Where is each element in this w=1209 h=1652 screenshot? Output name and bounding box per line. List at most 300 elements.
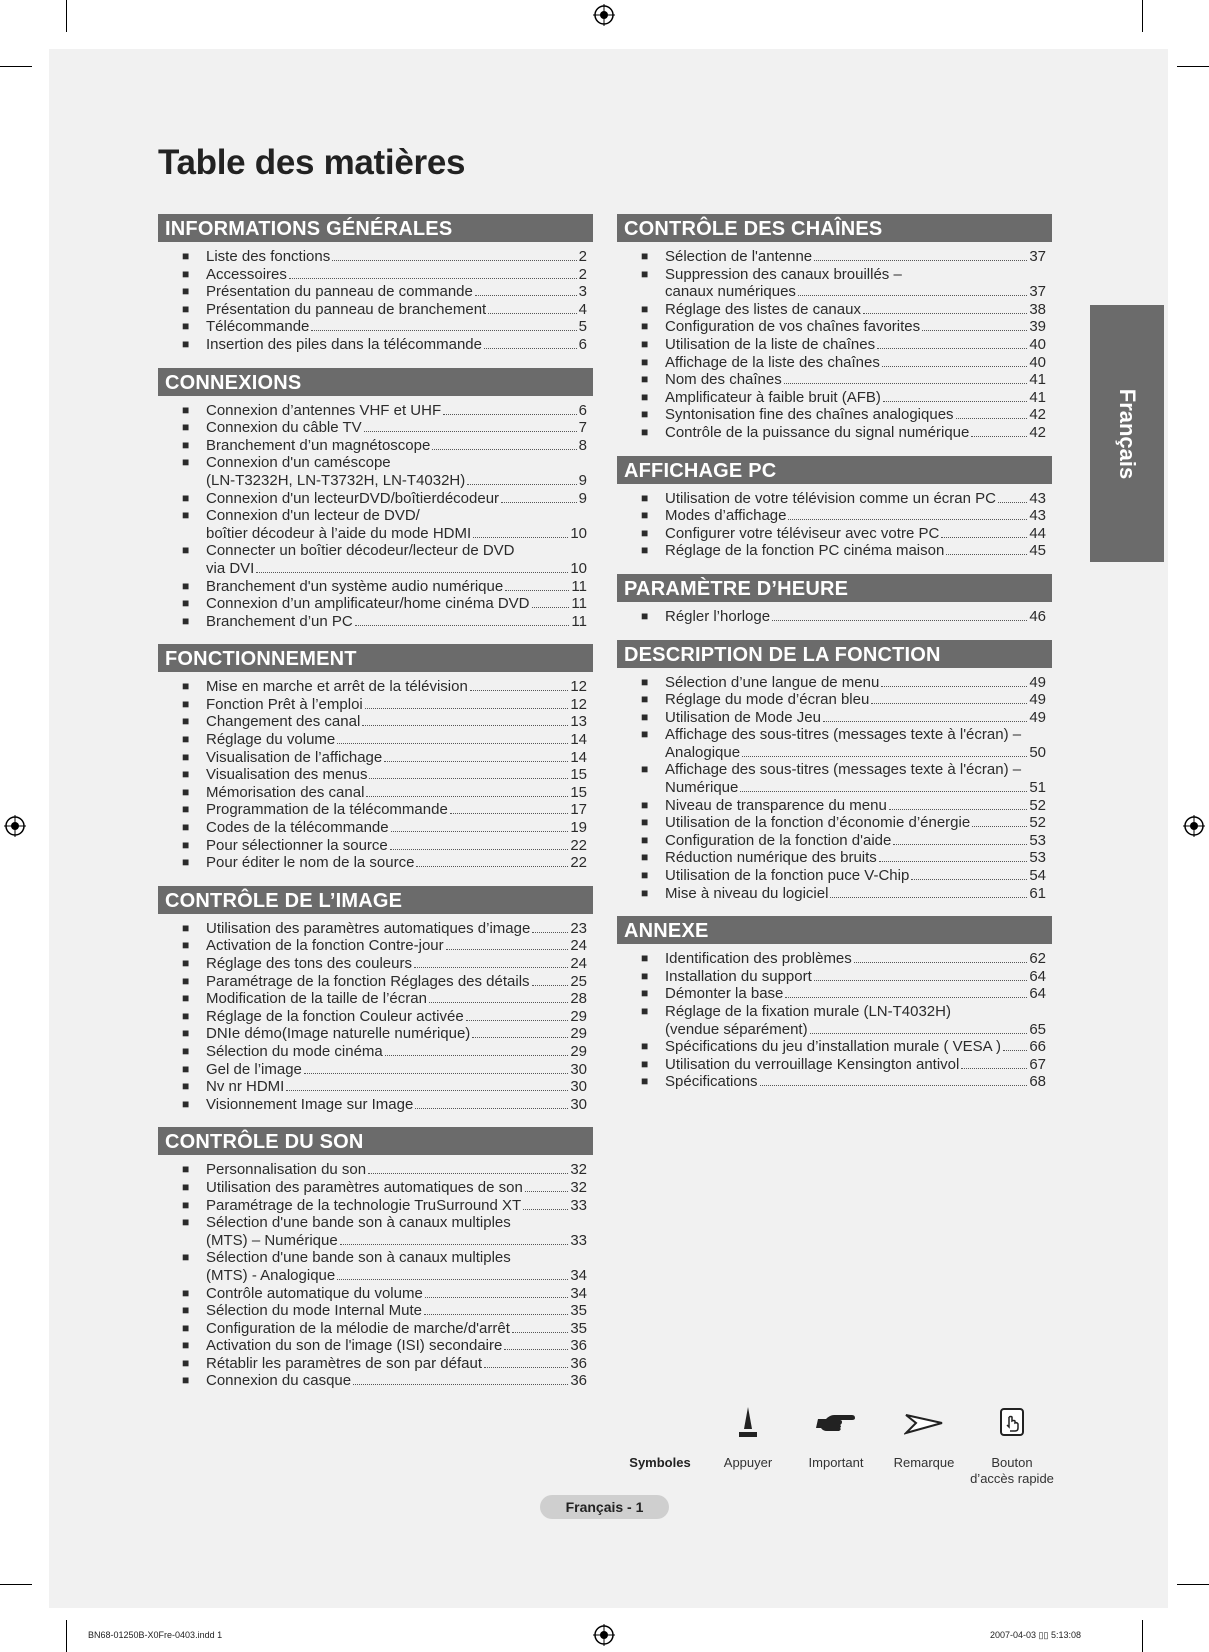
crop-mark: [1142, 1620, 1143, 1652]
toc-entry[interactable]: [158, 955, 593, 973]
page-number: 67: [1029, 1055, 1046, 1073]
toc-entry-label: canaux numériques: [665, 283, 796, 301]
toc-entry-row: [665, 832, 1052, 850]
toc-entry[interactable]: [158, 854, 593, 872]
toc-entry[interactable]: [617, 691, 1052, 709]
toc-entry-label: Configurer votre téléviseur avec votre PC: [665, 524, 940, 542]
toc-entry-text: [206, 837, 593, 855]
toc-entry[interactable]: [617, 507, 1052, 525]
toc-entry-row: [665, 779, 1052, 797]
bullet-square-icon: ■: [182, 749, 190, 764]
toc-entry[interactable]: [617, 542, 1052, 560]
toc-entry-label: Contrôle de la puissance du signal numérique: [665, 423, 970, 441]
toc-entry-row: [206, 578, 593, 596]
bullet-square-icon: ■: [641, 424, 649, 439]
toc-entry-row: [665, 814, 1052, 832]
toc-entry[interactable]: [617, 968, 1052, 986]
toc-entry-text: [206, 1372, 593, 1390]
dot-leader: [450, 813, 569, 814]
bullet-square-icon: ■: [182, 679, 190, 694]
toc-entry[interactable]: [158, 1197, 593, 1215]
toc-entry-row: [665, 301, 1052, 319]
toc-entry-label: Mise à niveau du logiciel: [665, 884, 829, 902]
page-number: 10: [570, 524, 587, 542]
page-number: 29: [570, 1042, 587, 1060]
toc-entry[interactable]: [617, 885, 1052, 903]
page-number: 8: [578, 436, 587, 454]
toc-section: [617, 456, 1052, 560]
page-number: 19: [570, 819, 587, 837]
toc-entry[interactable]: [617, 424, 1052, 442]
toc-entry[interactable]: [617, 490, 1052, 508]
toc-entry-row: [206, 990, 593, 1008]
crop-mark: [1177, 66, 1209, 67]
toc-entry[interactable]: [617, 608, 1052, 626]
page-number: 43: [1029, 489, 1046, 507]
toc-entry[interactable]: [158, 819, 593, 837]
dot-leader: [881, 686, 1027, 687]
toc-entry[interactable]: [617, 1056, 1052, 1074]
toc-entry-text: [206, 766, 593, 784]
toc-entry-label: Modification de la taille de l’écran: [206, 990, 427, 1008]
dot-leader: [893, 844, 1027, 845]
bullet-square-icon: ■: [641, 868, 649, 883]
dot-leader: [854, 962, 1028, 963]
bullet-square-icon: ■: [182, 596, 190, 611]
toc-entry-row: [665, 608, 1052, 626]
page-number: 7: [578, 419, 587, 437]
bullet-square-icon: ■: [641, 301, 649, 316]
page-number: 11: [571, 595, 587, 613]
bullet-square-icon: ■: [182, 420, 190, 435]
toc-entry-row: [206, 854, 593, 872]
page-number: 36: [570, 1372, 587, 1390]
bullet-square-icon: ■: [641, 951, 649, 966]
toc-entry-row: [665, 849, 1052, 867]
toc-entry-text: [665, 542, 1052, 560]
toc-entry-row: [665, 985, 1052, 1003]
toc-entry[interactable]: [617, 1073, 1052, 1091]
toc-section: [158, 214, 593, 354]
note-arrow-icon: [904, 1405, 944, 1441]
toc-entry[interactable]: [158, 419, 593, 437]
bullet-square-icon: ■: [182, 1250, 190, 1265]
toc-entry-label: Paramétrage de la fonction Réglages des détails: [206, 972, 530, 990]
toc-entry[interactable]: [158, 1025, 593, 1043]
toc-entry-label: Utilisation des paramètres automatiques d’image: [206, 919, 531, 937]
bullet-square-icon: ■: [641, 850, 649, 865]
toc-entry-row: [665, 968, 1052, 986]
toc-entry-text: [206, 955, 593, 973]
toc-entry-label: Personnalisation du son: [206, 1161, 367, 1179]
toc-entry-row: [206, 336, 593, 354]
toc-entry-label: Rétablir les paramètres de son par défaut: [206, 1354, 482, 1372]
toc-entry-text: [665, 726, 1052, 761]
toc-entry-row: [206, 318, 593, 336]
toc-entry-row: [206, 1096, 593, 1114]
symbol-label: Important: [808, 1455, 864, 1470]
footer-timestamp: 2007-04-03 ▯▯ 5:13:08: [990, 1630, 1081, 1640]
page-number: 14: [570, 748, 587, 766]
toc-entry-label: Présentation du panneau de commande: [206, 283, 473, 301]
page-number: 34: [570, 1284, 587, 1302]
toc-entry-text: [206, 336, 593, 354]
toc-entry[interactable]: [158, 1043, 593, 1061]
page-number: 53: [1029, 849, 1046, 867]
toc-entry-label: Installation du support: [665, 967, 812, 985]
toc-entry-label: via DVI: [206, 559, 255, 577]
toc-entry[interactable]: [158, 1214, 593, 1249]
toc-entry[interactable]: [158, 507, 593, 542]
toc-entry[interactable]: [158, 1285, 593, 1303]
page-number: 52: [1029, 796, 1046, 814]
dot-leader: [814, 980, 1028, 981]
toc-entry[interactable]: [158, 283, 593, 301]
toc-entry[interactable]: [158, 1096, 593, 1114]
toc-entry-text: [665, 885, 1052, 903]
toc-entry[interactable]: [158, 784, 593, 802]
crop-mark: [66, 1620, 67, 1652]
toc-entry[interactable]: [158, 1320, 593, 1338]
toc-entry[interactable]: [158, 696, 593, 714]
toc-entry[interactable]: [158, 920, 593, 938]
toc-entry[interactable]: [617, 266, 1052, 301]
toc-entry[interactable]: [617, 318, 1052, 336]
dot-leader: [425, 1297, 569, 1298]
toc-entry-text: [665, 389, 1052, 407]
toc-entry-label: Branchement d’un PC: [206, 612, 353, 630]
toc-entry[interactable]: [158, 731, 593, 749]
dot-leader: [424, 1314, 568, 1315]
bullet-square-icon: ■: [182, 1162, 190, 1177]
dot-leader: [311, 330, 576, 331]
toc-entry[interactable]: [617, 814, 1052, 832]
toc-entry-row: [206, 1372, 593, 1390]
dot-leader: [415, 1108, 568, 1109]
dot-leader: [788, 519, 1027, 520]
crop-mark: [1177, 1584, 1209, 1585]
dot-leader: [523, 1209, 568, 1210]
dot-leader: [391, 831, 569, 832]
toc-entry-text: [206, 248, 593, 266]
bullet-square-icon: ■: [182, 1355, 190, 1370]
bullet-square-icon: ■: [641, 1056, 649, 1071]
toc-entry-label: Affichage des sous-titres (messages texte à l'écran) –: [665, 726, 1022, 744]
toc-entry-label: Réglage du volume: [206, 731, 336, 749]
dot-leader: [501, 502, 577, 503]
toc-entry[interactable]: [158, 595, 593, 613]
bullet-square-icon: ■: [182, 543, 190, 558]
toc-section: [617, 640, 1052, 903]
toc-entry-text: [206, 1096, 593, 1114]
language-side-tab[interactable]: [1090, 305, 1164, 562]
toc-entry[interactable]: [158, 1302, 593, 1320]
crop-mark: [1142, 0, 1143, 32]
toc-entry-text: [206, 1025, 593, 1043]
toc-entry-label: Utilisation de Mode Jeu: [665, 708, 821, 726]
crop-mark: [66, 0, 67, 32]
toc-entry[interactable]: [617, 525, 1052, 543]
dot-leader: [470, 690, 569, 691]
dot-leader: [332, 260, 576, 261]
toc-entry-label: Télécommande: [206, 318, 310, 336]
page-number: 41: [1029, 371, 1046, 389]
toc-entry[interactable]: [617, 301, 1052, 319]
toc-entry-label: boîtier décodeur à l’aide du mode HDMI: [206, 524, 472, 542]
toc-entry[interactable]: [158, 1372, 593, 1390]
toc-entry-text: [665, 1003, 1052, 1038]
toc-entry[interactable]: [617, 371, 1052, 389]
toc-entry[interactable]: [617, 867, 1052, 885]
page-number: 6: [578, 335, 587, 353]
page-number: 30: [570, 1078, 587, 1096]
crop-mark: [0, 66, 32, 67]
toc-entry[interactable]: [158, 801, 593, 819]
page-number: 14: [570, 731, 587, 749]
page-number: 22: [570, 854, 587, 872]
toc-entry[interactable]: [617, 985, 1052, 1003]
bullet-square-icon: ■: [182, 301, 190, 316]
registration-mark-icon: [1183, 815, 1205, 837]
toc-entry-label: Programmation de la télécommande: [206, 801, 448, 819]
symbol-note: [876, 1405, 972, 1471]
page-number: 24: [570, 937, 587, 955]
page-number: 17: [570, 801, 587, 819]
toc-entry-text: [665, 1073, 1052, 1091]
toc-entry-row: [206, 1179, 593, 1197]
page-number: 30: [570, 1060, 587, 1078]
toc-entry-label: Activation de la fonction Contre-jour: [206, 937, 444, 955]
toc-entry[interactable]: [617, 389, 1052, 407]
dot-leader: [443, 414, 577, 415]
bullet-square-icon: ■: [641, 389, 649, 404]
toc-entry-row: [206, 248, 593, 266]
dot-leader: [256, 572, 568, 573]
page-number: 49: [1029, 708, 1046, 726]
toc-entry-label: Réglage des listes de canaux: [665, 300, 861, 318]
toc-entry-text: [206, 595, 593, 613]
dot-leader: [484, 348, 577, 349]
toc-entry-row: [665, 336, 1052, 354]
page-number: 15: [570, 783, 587, 801]
toc-entry[interactable]: [158, 1078, 593, 1096]
toc-entry[interactable]: [158, 402, 593, 420]
page-number: 34: [570, 1266, 587, 1284]
toc-entry[interactable]: [158, 713, 593, 731]
bullet-square-icon: ■: [182, 1179, 190, 1194]
toc-entry[interactable]: [158, 766, 593, 784]
toc-entry-row: [665, 744, 1052, 762]
dot-leader: [416, 866, 568, 867]
page-number: 9: [578, 489, 587, 507]
toc-entry-text: [665, 968, 1052, 986]
toc-entry[interactable]: [158, 749, 593, 767]
toc-entry[interactable]: [617, 1003, 1052, 1038]
toc-entry[interactable]: [617, 1038, 1052, 1056]
dot-leader: [304, 1073, 568, 1074]
toc-entry[interactable]: [158, 1008, 593, 1026]
toc-entry[interactable]: [158, 542, 593, 577]
bullet-square-icon: ■: [182, 920, 190, 935]
toc-entry[interactable]: [158, 301, 593, 319]
page-number: 53: [1029, 831, 1046, 849]
bullet-square-icon: ■: [182, 820, 190, 835]
page-number: 36: [570, 1337, 587, 1355]
toc-entry[interactable]: [617, 726, 1052, 761]
toc-entry-row: [665, 507, 1052, 525]
toc-entry-text: [206, 678, 593, 696]
toc-entry-label: Démonter la base: [665, 985, 784, 1003]
toc-entry-row: [665, 354, 1052, 372]
page-number: 43: [1029, 507, 1046, 525]
toc-entry[interactable]: [158, 1179, 593, 1197]
toc-entry-text: [206, 301, 593, 319]
toc-entry-row: [206, 955, 593, 973]
toc-entry[interactable]: [158, 990, 593, 1008]
dot-leader: [390, 849, 569, 850]
toc-entry[interactable]: [158, 266, 593, 284]
toc-entry[interactable]: [617, 354, 1052, 372]
toc-entry-text: [206, 283, 593, 301]
toc-entry-text: [665, 354, 1052, 372]
toc-entry-text: [665, 608, 1052, 626]
toc-entry-text: [206, 854, 593, 872]
bullet-square-icon: ■: [641, 266, 649, 281]
toc-entry-row: [206, 766, 593, 784]
toc-entry-label: Connexion du câble TV: [206, 419, 362, 437]
page-number: 49: [1029, 673, 1046, 691]
page-number: 10: [570, 559, 587, 577]
dot-leader: [504, 1349, 568, 1350]
toc-entry-text: [206, 1285, 593, 1303]
toc-entry[interactable]: [158, 973, 593, 991]
toc-entry[interactable]: [617, 950, 1052, 968]
bullet-square-icon: ■: [182, 1026, 190, 1041]
toc-entry-row: [665, 950, 1052, 968]
toc-entry[interactable]: [617, 674, 1052, 692]
toc-entry[interactable]: [617, 797, 1052, 815]
toc-entry-label: Utilisation de la liste de chaînes: [665, 335, 876, 353]
page-number: 13: [570, 713, 587, 731]
toc-entry-label: Branchement d'un système audio numérique: [206, 577, 504, 595]
toc-entry[interactable]: [158, 490, 593, 508]
toc-entry[interactable]: [158, 437, 593, 455]
toc-entry-text: [665, 709, 1052, 727]
toc-entry-text: [206, 402, 593, 420]
toc-entry-row: [206, 937, 593, 955]
toc-entry-row: [206, 678, 593, 696]
section-heading: FONCTIONNEMENT: [158, 644, 593, 672]
bullet-square-icon: ■: [641, 727, 649, 742]
toc-entry-label: (LN-T3232H, LN-T3732H, LN-T4032H): [206, 471, 466, 489]
bullet-square-icon: ■: [182, 249, 190, 263]
toc-entry-text: [665, 406, 1052, 424]
dot-leader: [366, 796, 568, 797]
toc-entry-label: Affichage des sous-titres (messages texte à l'écran) –: [665, 761, 1022, 779]
toc-entry[interactable]: [158, 454, 593, 489]
toc-section: [158, 886, 593, 1114]
toc-entry[interactable]: [158, 1249, 593, 1284]
toc-entry-text: [665, 797, 1052, 815]
dot-leader: [871, 703, 1027, 704]
bullet-square-icon: ■: [182, 1338, 190, 1353]
toc-entry[interactable]: [617, 832, 1052, 850]
toc-entry-row: [206, 1285, 593, 1303]
symbols-legend: [600, 1405, 1060, 1495]
toc-entry-row: [206, 713, 593, 731]
press-icon: [733, 1405, 763, 1441]
toc-entry-label: (vendue séparément): [665, 1020, 808, 1038]
toc-entry-label: Visualisation de l’affichage: [206, 748, 383, 766]
bullet-square-icon: ■: [182, 455, 190, 470]
toc-entry-label: Utilisation de votre télévision comme un écran PC: [665, 489, 996, 507]
toc-entry[interactable]: [158, 1337, 593, 1355]
dot-leader: [760, 1085, 1028, 1086]
toc-entry-text: [665, 371, 1052, 389]
toc-entry-row: [206, 595, 593, 613]
toc-entry-row: [665, 885, 1052, 903]
dot-leader: [532, 932, 568, 933]
toc-entry-label: Nv nr HDMI: [206, 1078, 285, 1096]
toc-entry[interactable]: [158, 1161, 593, 1179]
toc-entry-text: [206, 713, 593, 731]
toc-entry-row: [665, 1056, 1052, 1074]
page-number: 42: [1029, 406, 1046, 424]
toc-entry[interactable]: [158, 578, 593, 596]
page-number: 65: [1029, 1020, 1046, 1038]
dot-leader: [369, 778, 568, 779]
toc-entry-label: Configuration de la mélodie de marche/d'arrêt: [206, 1319, 510, 1337]
toc-entry-row: [665, 542, 1052, 560]
toc-entry[interactable]: [617, 761, 1052, 796]
page-number: 33: [570, 1231, 587, 1249]
dot-leader: [971, 436, 1027, 437]
toc-entry[interactable]: [617, 709, 1052, 727]
toc-entry-label: Utilisation de la fonction d’économie d’énergie: [665, 814, 971, 832]
dot-leader: [364, 431, 577, 432]
toc-entry[interactable]: [158, 937, 593, 955]
toc-entry-label: Mise en marche et arrêt de la télévision: [206, 678, 468, 696]
toc-entry[interactable]: [158, 678, 593, 696]
toc-entry[interactable]: [617, 849, 1052, 867]
toc-entry[interactable]: [617, 406, 1052, 424]
bullet-square-icon: ■: [182, 837, 190, 852]
toc-entry[interactable]: [158, 613, 593, 631]
toc-entry[interactable]: [617, 248, 1052, 266]
toc-entry-text: [206, 578, 593, 596]
toc-entry-label: Réglage de la fixation murale (LN-T4032H): [665, 1003, 951, 1020]
toc-entry-row: [206, 731, 593, 749]
toc-entry[interactable]: [158, 837, 593, 855]
page-number-badge: Français - 1: [540, 1495, 669, 1519]
toc-entry-label: Numérique: [665, 779, 739, 797]
toc-entry[interactable]: [158, 318, 593, 336]
toc-entry-label: Sélection de l'antenne: [665, 248, 813, 265]
toc-entry[interactable]: [158, 248, 593, 266]
toc-entry-row: [665, 424, 1052, 442]
toc-entry-label: Spécifications du jeu d’installation murale ( VESA ): [665, 1038, 1002, 1056]
bullet-square-icon: ■: [641, 249, 649, 263]
toc-entry[interactable]: [158, 336, 593, 354]
toc-entry[interactable]: [158, 1061, 593, 1079]
toc-entry[interactable]: [158, 1355, 593, 1373]
toc-entry-text: [206, 507, 593, 542]
toc-entry[interactable]: [617, 336, 1052, 354]
dot-leader: [446, 949, 569, 950]
toc-entry-text: [665, 1038, 1052, 1056]
toc-entry-text: [206, 784, 593, 802]
toc-entry-label: Visionnement Image sur Image: [206, 1095, 414, 1113]
